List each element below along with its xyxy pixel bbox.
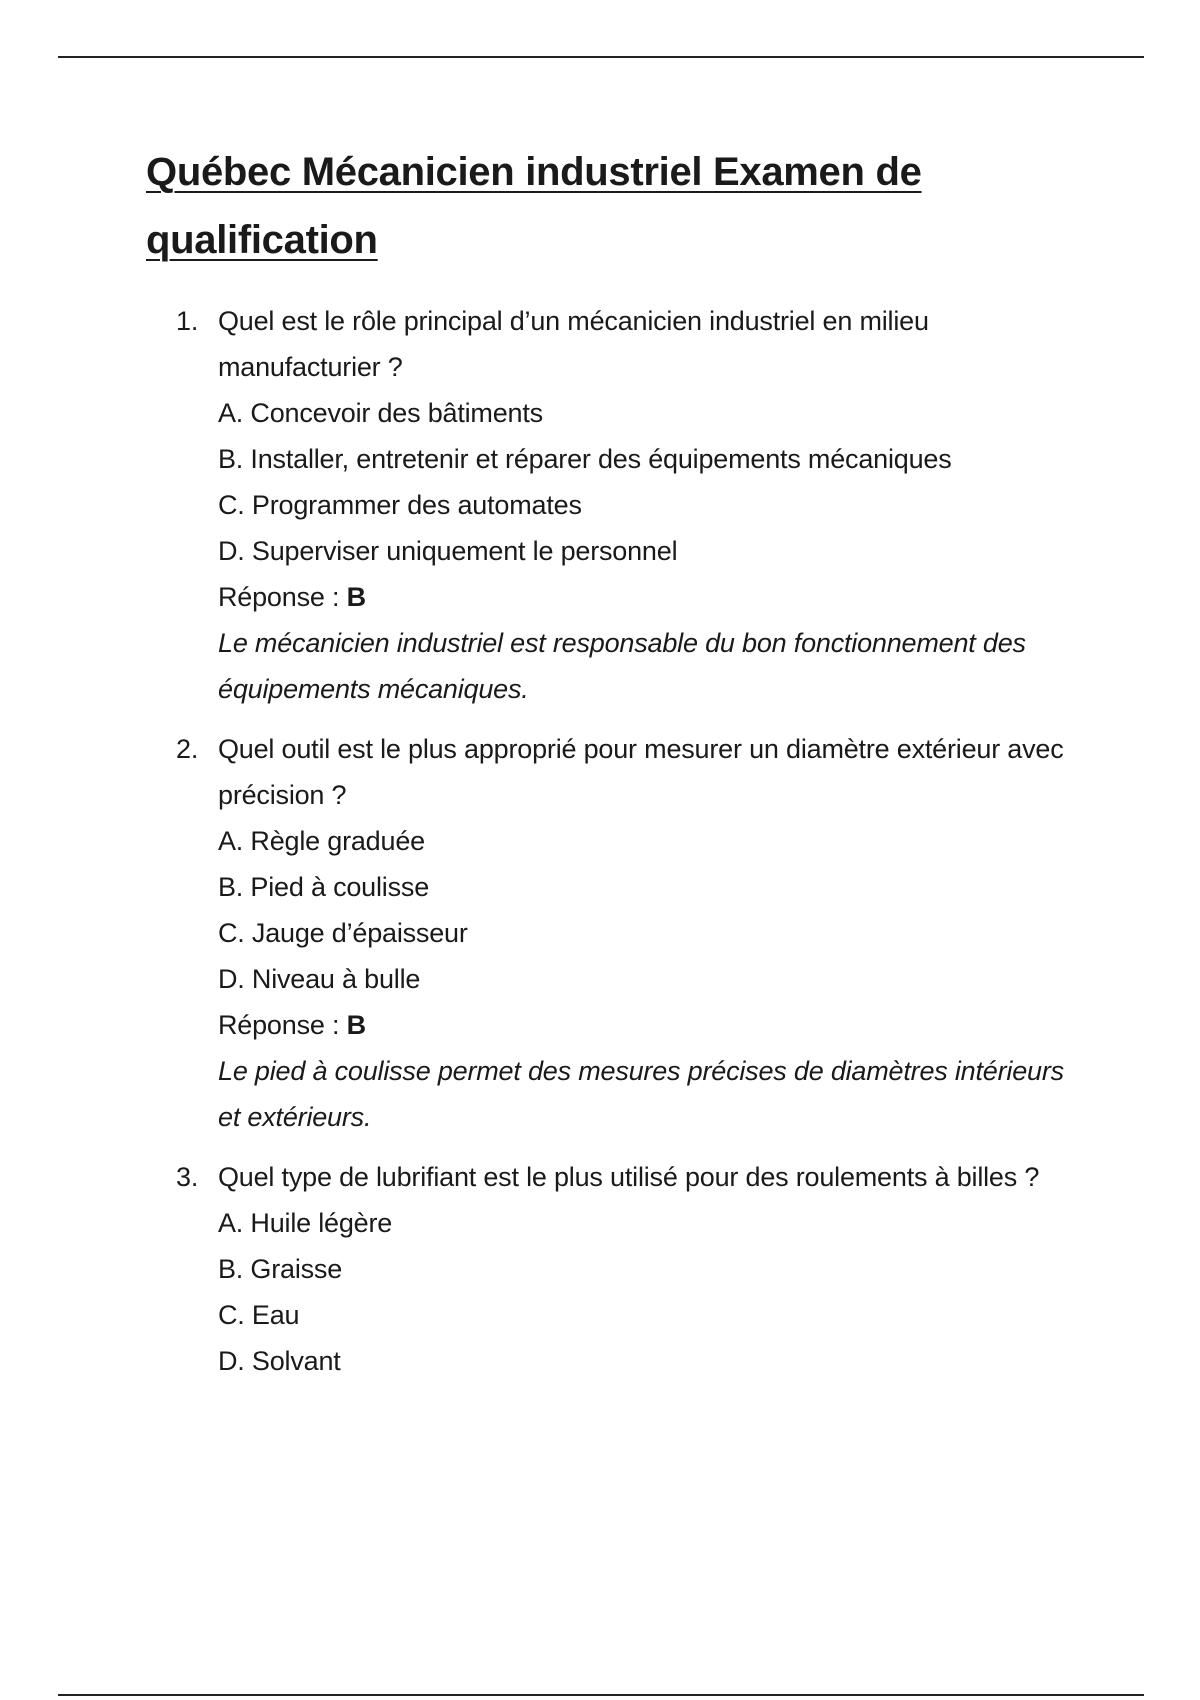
top-divider bbox=[58, 56, 1144, 58]
answer-label: Réponse : bbox=[218, 582, 340, 612]
answer-option: B. Installer, entretenir et réparer des équipements mécaniques bbox=[218, 444, 952, 474]
answer-explanation: Le mécanicien industriel est responsable du bon fonctionnement des équipements mécaniques. bbox=[218, 628, 1026, 704]
question-text: Quel est le rôle principal d’un mécanicien industriel en milieu manufacturier ? bbox=[218, 306, 929, 382]
answer-explanation: Le pied à coulisse permet des mesures précises de diamètres intérieurs et extérieurs. bbox=[218, 1056, 1064, 1132]
answer-option: C. Programmer des automates bbox=[218, 490, 582, 520]
question-list bbox=[176, 298, 1076, 1398]
answer-option: A. Règle graduée bbox=[218, 826, 425, 856]
question-number: 3. bbox=[176, 1162, 199, 1192]
question-number: 1. bbox=[176, 306, 199, 336]
answer-option: C. Jauge d’épaisseur bbox=[218, 918, 468, 948]
answer-label: Réponse : bbox=[218, 1010, 340, 1040]
answer-option: A. Huile légère bbox=[218, 1208, 393, 1238]
answer-option: D. Solvant bbox=[218, 1346, 341, 1376]
answer-option: B. Pied à coulisse bbox=[218, 872, 430, 902]
answer-line bbox=[218, 574, 1076, 620]
answer-option: B. Graisse bbox=[218, 1254, 343, 1284]
question-text: Quel type de lubrifiant est le plus utilisé pour des roulements à billes ? bbox=[218, 1162, 1040, 1192]
page-title: Québec Mécanicien industriel Examen de qualification bbox=[146, 150, 922, 262]
answer-option: A. Concevoir des bâtiments bbox=[218, 398, 543, 428]
answer-option: D. Niveau à bulle bbox=[218, 964, 421, 994]
answer-value: B bbox=[346, 1010, 366, 1040]
question-item bbox=[176, 1154, 1076, 1384]
question-item bbox=[176, 298, 1076, 712]
answer-option: C. Eau bbox=[218, 1300, 300, 1330]
question-item bbox=[176, 726, 1076, 1140]
answer-line bbox=[218, 1002, 1076, 1048]
answer-option: D. Superviser uniquement le personnel bbox=[218, 536, 678, 566]
bottom-divider bbox=[58, 1694, 1144, 1696]
answer-value: B bbox=[346, 582, 366, 612]
question-text: Quel outil est le plus approprié pour mesurer un diamètre extérieur avec précision ? bbox=[218, 734, 1064, 810]
question-number: 2. bbox=[176, 734, 199, 764]
